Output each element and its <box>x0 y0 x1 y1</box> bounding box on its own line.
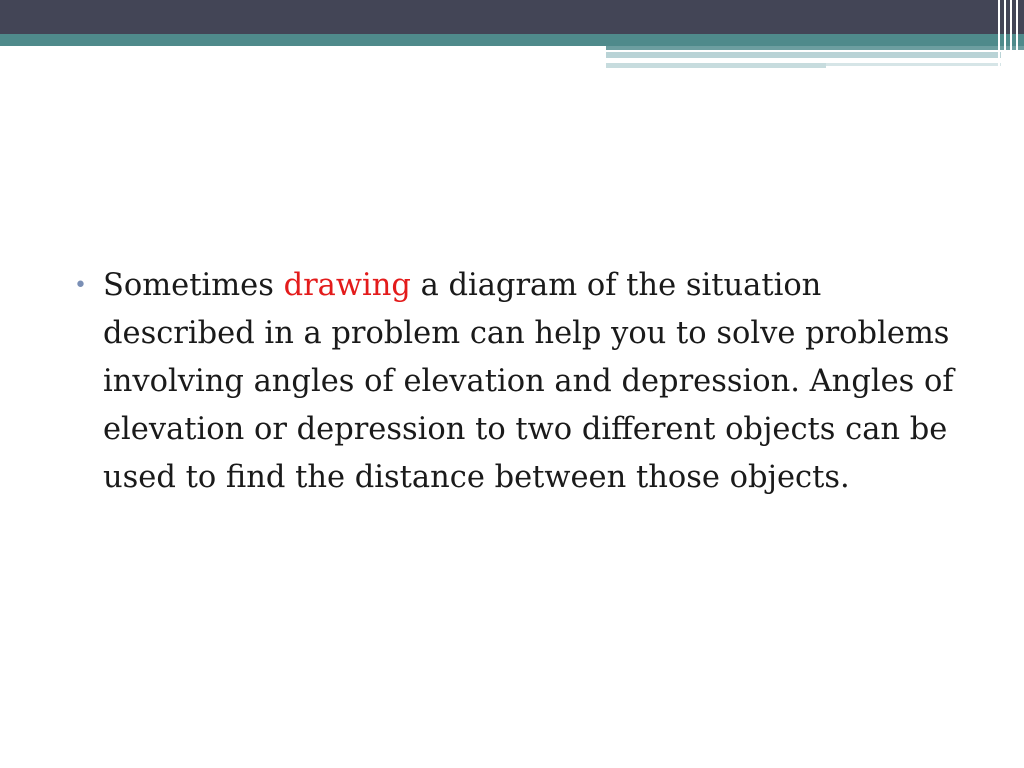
header-accent-line <box>826 63 1001 66</box>
highlighted-word: drawing <box>283 268 411 303</box>
header-accent-line <box>606 46 1024 50</box>
slide-body <box>72 262 972 502</box>
header-accent-line <box>606 63 826 68</box>
bullet-icon: • <box>74 273 87 298</box>
header-band-teal <box>0 34 1024 46</box>
header-accent-line <box>606 52 1001 58</box>
header-stripes <box>994 0 1024 70</box>
header-band-dark <box>0 0 1024 34</box>
bullet-item <box>72 262 972 502</box>
bullet-text-rest: a diagram of the situation described in a problem can help you to solve problems involving angles of elevation and depression. Angles of elevation or depression to two different objects can be used to find the distance between those objects. <box>103 268 954 495</box>
bullet-text-start: Sometimes <box>103 268 284 303</box>
